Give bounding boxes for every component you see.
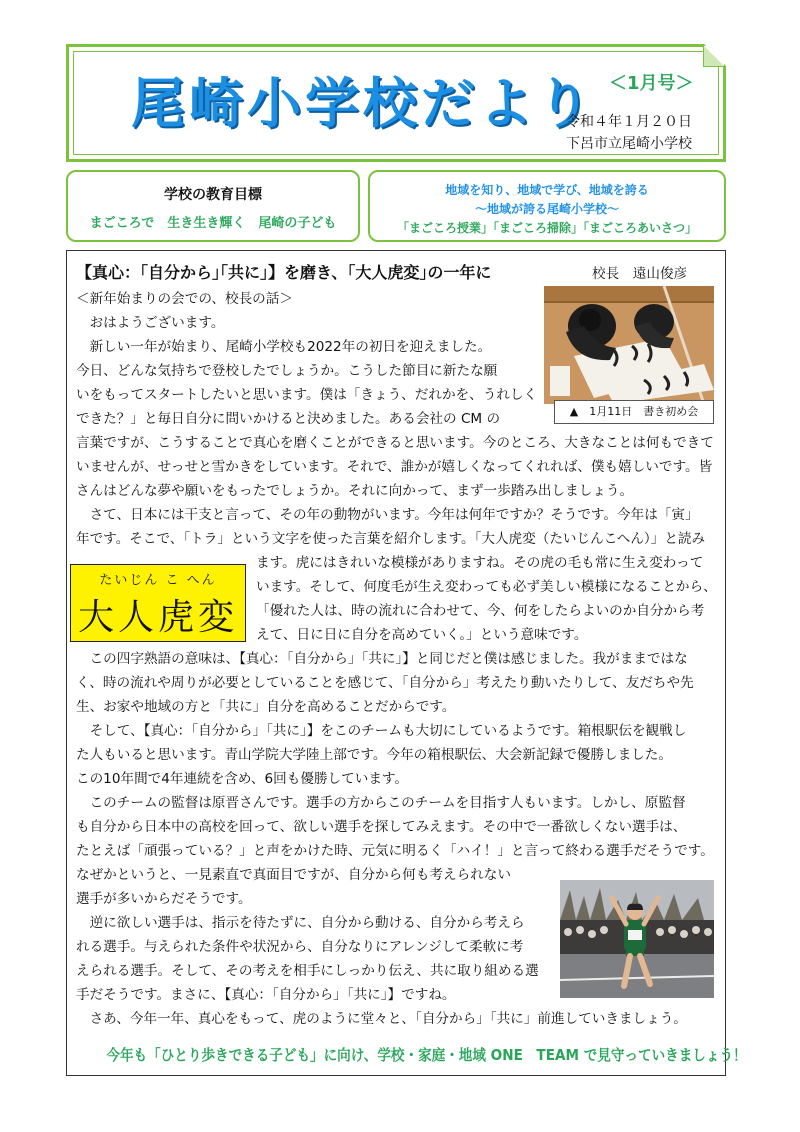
article-line: 選手が多いからだそうです。 (76, 891, 252, 907)
article-line: います。そして、何度毛が生え変わっても必ず美しい模様になることから、 (256, 579, 717, 595)
header-corner-fold (703, 46, 724, 67)
article-line: いませんが、せっせと雪かきをしています。それで、誰かが嬉しくなってくれれば、僕も嬉しいです。皆 (76, 459, 713, 475)
closing-slogan: 今年も「ひとり歩きできる子ども」に向け、学校・家庭・地域 ONE TEAM で見守っていきましょう！ (106, 1046, 747, 1064)
article-line: 手だそうです。まさに、【真心：「自分から」「共に」】ですね。 (76, 987, 456, 1003)
motto-line-3: 「まごころ授業」「まごころ掃除」「まごころあいさつ」 (396, 221, 697, 235)
issue-date: 令和４年１月２０日 (566, 114, 692, 130)
article-line: おはようございます。 (76, 315, 225, 331)
article-line: ます。虎にはきれいな模様がありますね。その虎の毛も常に生え変わって (256, 555, 704, 571)
school-name: 下呂市立尾崎小学校 (566, 136, 692, 152)
article-line: この四字熟語の意味は、【真心：「自分から」「共に」】と同じだと僕は感じました。我がままではな (76, 651, 688, 667)
yojijukugo-ruby: たいじん こ へん (99, 573, 217, 588)
article-line: できた？」と毎日自分に問いかけると決めました。ある会社の CM の (76, 411, 501, 427)
yojijukugo-word: 大人虎変 (77, 597, 238, 638)
article-line: 新しい一年が始まり、尾崎小学校も2022年の初日を迎えました。 (76, 339, 492, 355)
article-line: さんはどんな夢や願いをもったでしょうか。それに向かって、まず一歩踏み出しましょう。 (76, 483, 634, 499)
motto-line-1: 地域を知り、地域で学び、地域を誇る (445, 183, 649, 197)
article-line: この10年間で4年連続を含め、6回も優勝しています。 (76, 771, 409, 787)
article-line: さて、日本には干支と言って、その年の動物がいます。今年は何年ですか？そうです。今年は「寅」 (76, 507, 699, 523)
article-line: も自分から日本中の高校を回って、欲しい選手を探してみえます。その中で一番欲しくない選手は、 (76, 819, 687, 835)
newsletter-header (66, 44, 726, 162)
article-line: いをもってスタートしたいと思います。僕は「きょう、だれかを、うれしく (76, 387, 538, 403)
issue-label: ＜1月号＞ (609, 73, 694, 94)
article-line: れる選手。与えられた条件や状況から、自分なりにアレンジして柔軟に考 (76, 939, 524, 955)
article-line: 生、お家や地域の方と「共に」自分を高めることだからです。 (76, 699, 456, 715)
education-goal-heading: 学校の教育目標 (164, 187, 262, 203)
article-line: 年です。そこで、「トラ」という文字を使った言葉を紹介します。「大人虎変（たいじんこへん）」と読み (76, 531, 706, 547)
newsletter-title: 尾崎小学校だより (131, 72, 595, 135)
article-line: 逆に欲しい選手は、指示を待たずに、自分から動ける、自分から考えら (76, 915, 525, 931)
article-line: 言葉ですが、こうすることで真心を磨くことができると思います。今のところ、大きなことは何もできて (76, 435, 714, 451)
article-line: ＜新年始まりの会での、校長の話＞ (76, 291, 293, 307)
article-line: く、時の流れや周りが必要としていることを感じて、「自分から」考えたり動いたりして、友だちや先 (76, 675, 694, 691)
motto-line-2: ～地域が誇る尾崎小学校～ (474, 202, 619, 216)
calligraphy-photo (544, 286, 714, 404)
runner-photo (560, 880, 714, 998)
article-line: たとえば「頑張っている？」と声をかけた時、元気に明るく「ハイ！」と言って終わる選手だそうです。 (76, 843, 714, 859)
article-author: 校長 遠山俊彦 (592, 266, 688, 282)
article-line: このチームの監督は原晋さんです。選手の方からこのチームを目指す人もいます。しかし、原監督 (76, 795, 686, 811)
article-line: 「優れた人は、時の流れに合わせて、今、何をしたらよいのか自分から考 (256, 603, 705, 619)
yojijukugo-box (70, 564, 246, 642)
article-line: さあ、今年一年、真心をもって、虎のように堂々と、「自分から」「共に」前進していきましょう。 (76, 1011, 687, 1027)
article-line: た人もいると思います。青山学院大学陸上部です。今年の箱根駅伝、大会新記録で優勝しました。 (76, 747, 672, 763)
education-goal-text: まごころで 生き生き輝く 尾崎の子ども (89, 216, 337, 231)
calligraphy-photo-caption: ▲ 1月11日 書き初め会 (554, 400, 714, 424)
article-line: えられる選手。そして、その考えを相手にしっかり伝え、共に取り組める選 (76, 963, 539, 979)
education-goal-box (66, 170, 360, 242)
article-line: 今日、どんな気持ちで登校したでしょうか。こうした節目に新たな願 (76, 363, 498, 379)
school-motto-box (368, 170, 726, 242)
article-line: そして、【真心：「自分から」「共に」】をこのチームも大切にしているようです。箱根駅伝を観戦し (76, 723, 687, 739)
article-line: えて、日に日に自分を高めていく。」という意味です。 (256, 627, 588, 643)
runner-photo-illustration (560, 880, 714, 998)
article-line: なぜかというと、一見素直で真面目ですが、自分から何も考えられない (76, 867, 511, 883)
article-title: 【真心：｢自分から｣｢共に｣】を磨き、｢大人虎変｣の一年に (76, 263, 492, 282)
calligraphy-photo-illustration (544, 286, 714, 404)
